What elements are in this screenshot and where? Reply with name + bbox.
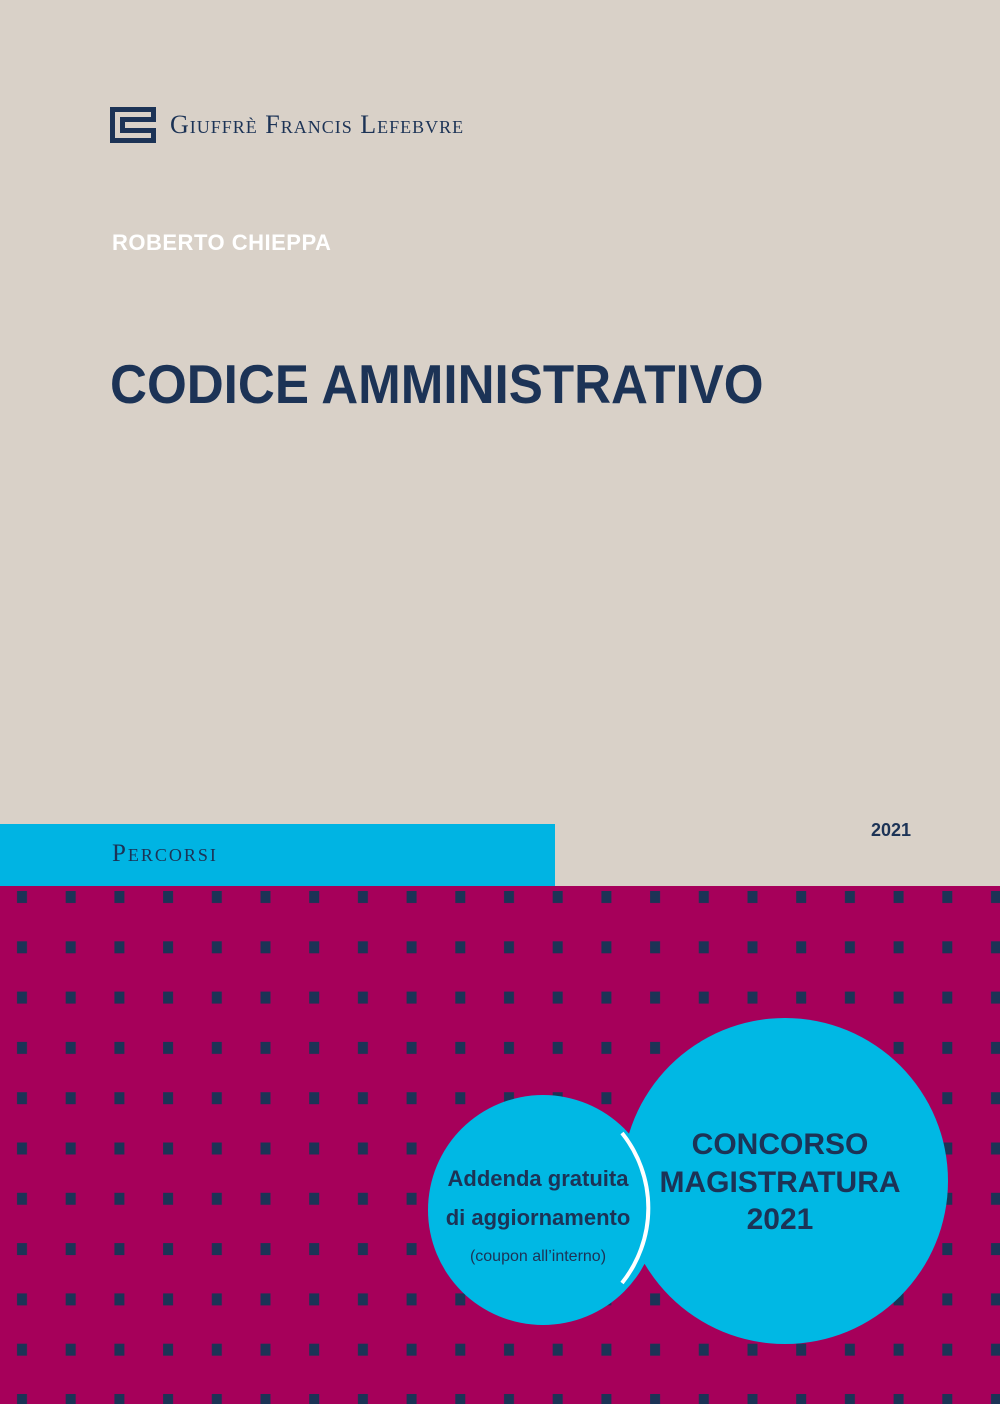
series-band xyxy=(0,824,555,886)
author-name: ROBERTO CHIEPPA xyxy=(112,230,332,255)
contest-line2: MAGISTRATURA xyxy=(659,1166,901,1199)
addenda-title-line2: di aggiornamento xyxy=(445,1205,631,1230)
publisher-logo-mark-icon xyxy=(110,107,156,143)
addenda-note: (coupon all’interno) xyxy=(469,1248,607,1265)
edition-year: 2021 xyxy=(871,820,912,840)
book-title: CODICE AMMINISTRATIVO xyxy=(110,353,764,415)
publisher-name: Giuffrè Francis Lefebvre xyxy=(170,110,465,139)
contest-line3: 2021 xyxy=(746,1203,814,1236)
publisher-logo xyxy=(110,106,464,144)
series-label: Percorsi xyxy=(112,840,218,867)
addenda-title-line1: Addenda gratuita xyxy=(447,1166,629,1191)
contest-line1: CONCORSO xyxy=(691,1128,869,1161)
